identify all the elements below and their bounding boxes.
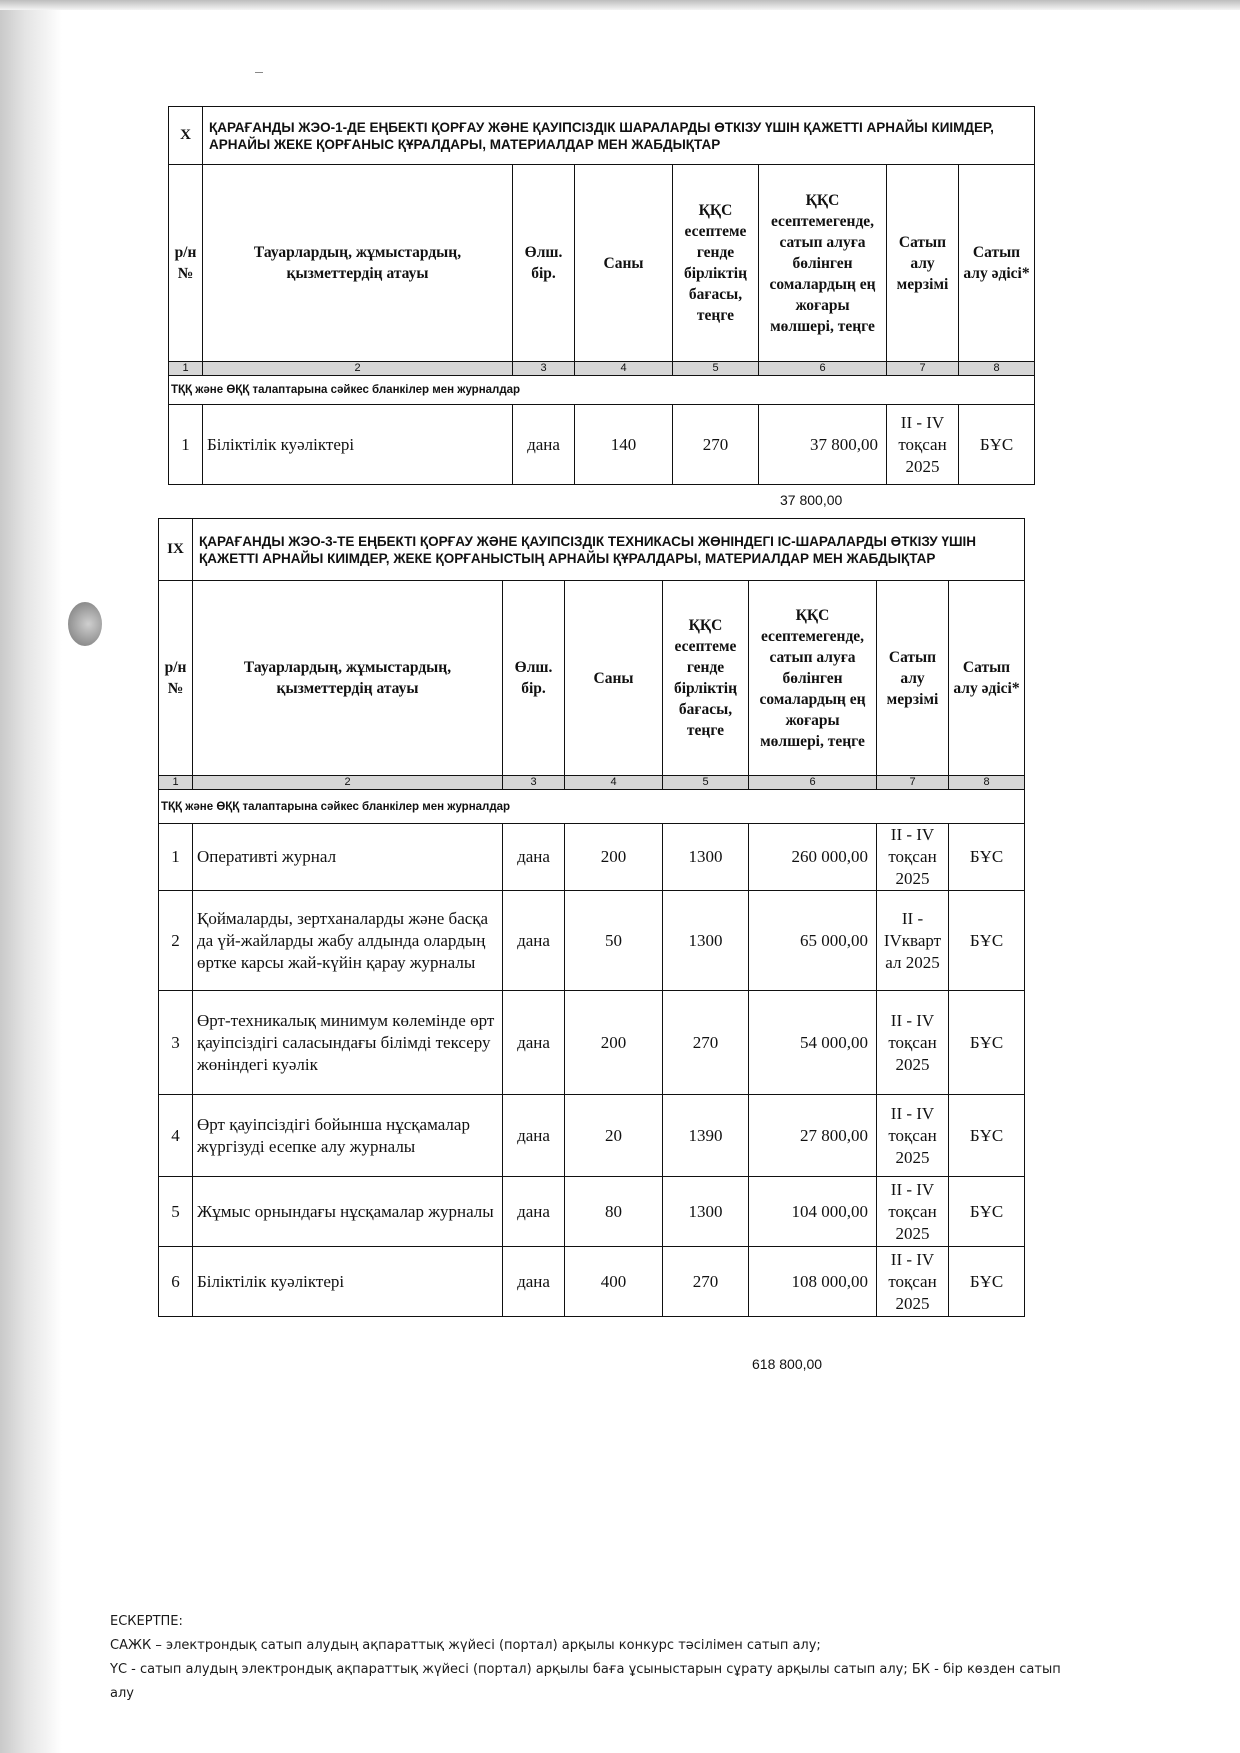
item-amount: 104 000,00	[749, 1177, 877, 1247]
item-name: Қоймаларды, зертханаларды және басқа да үй-жайларды жабу алдында олардың өртке карсы жай-күйін қарау журналы	[193, 891, 503, 991]
row-number: 1	[169, 405, 203, 485]
column-header-row	[169, 165, 1035, 362]
section-title: ҚАРАҒАНДЫ ЖЭО-1-ДЕ ЕҢБЕКТІ ҚОРҒАУ ЖӘНЕ ҚАУІПСІЗДІК ШАРАЛАРДЫ ӨТКІЗУ ҮШІН ҚАЖЕТТІ АРНАЙЫ КИІМДЕР, АРНАЙЫ ЖЕКЕ ҚОРҒАНЫС ҚҰРАЛДАРЫ, МАТЕРИАЛДАР МЕН ЖАБДЫҚТАР	[203, 107, 1035, 165]
item-qty: 200	[565, 991, 663, 1095]
section-header-row	[169, 107, 1035, 165]
col-header-amount: ҚҚС есептемегенде, сатып алуға бөлінген сомалардың ең жоғары мөлшері, теңге	[759, 165, 887, 362]
row-number: 2	[159, 891, 193, 991]
row-number: 3	[159, 991, 193, 1095]
col-header-name: Тауарлардың, жұмыстардың, қызметтердің атауы	[203, 165, 513, 362]
section-total: 618 800,00	[752, 1356, 823, 1372]
col-header-price: ҚҚС есептеме генде бірліктің бағасы, теңге	[663, 581, 749, 776]
row-number: 6	[159, 1247, 193, 1317]
item-price: 1300	[663, 891, 749, 991]
item-amount: 65 000,00	[749, 891, 877, 991]
item-qty: 200	[565, 824, 663, 891]
item-unit: дана	[513, 405, 575, 485]
col-index: 1	[169, 362, 203, 376]
punch-hole	[68, 602, 102, 646]
col-index: 5	[673, 362, 759, 376]
item-amount: 108 000,00	[749, 1247, 877, 1317]
col-index: 1	[159, 776, 193, 790]
section-number: IX	[159, 519, 193, 581]
item-method: БҰС	[949, 1177, 1025, 1247]
col-header-unit: Өлш. бір.	[513, 165, 575, 362]
table-row	[159, 1247, 1025, 1317]
footnote-heading: ЕСКЕРТПЕ:	[110, 1614, 183, 1629]
section-number: X	[169, 107, 203, 165]
item-amount: 260 000,00	[749, 824, 877, 891]
item-name: Өрт-техникалық минимум көлемінде өрт қауіпсіздігі саласындағы білімді тексеру жөніндегі куәлік	[193, 991, 503, 1095]
section-ix-table	[158, 518, 1025, 1317]
col-index: 2	[203, 362, 513, 376]
col-index: 3	[503, 776, 565, 790]
col-header-num: р/н №	[169, 165, 203, 362]
item-unit: дана	[503, 1177, 565, 1247]
item-term: II - IV тоқсан 2025	[887, 405, 959, 485]
col-index: 7	[887, 362, 959, 376]
section-total: 37 800,00	[780, 492, 843, 508]
item-qty: 50	[565, 891, 663, 991]
col-index: 8	[959, 362, 1035, 376]
item-method: БҰС	[959, 405, 1035, 485]
item-qty: 20	[565, 1095, 663, 1177]
row-number: 4	[159, 1095, 193, 1177]
item-qty: 140	[575, 405, 673, 485]
item-method: БҰС	[949, 824, 1025, 891]
group-label: ТҚҚ және ӨҚҚ талаптарына сәйкес бланкілер мен журналдар	[159, 790, 1025, 824]
item-qty: 80	[565, 1177, 663, 1247]
item-unit: дана	[503, 1095, 565, 1177]
col-header-qty: Саны	[575, 165, 673, 362]
item-name: Біліктілік куәліктері	[203, 405, 513, 485]
row-number: 1	[159, 824, 193, 891]
item-amount: 54 000,00	[749, 991, 877, 1095]
group-row	[169, 376, 1035, 405]
row-number: 5	[159, 1177, 193, 1247]
item-unit: дана	[503, 991, 565, 1095]
col-index: 2	[193, 776, 503, 790]
item-term: II - IV тоқсан 2025	[877, 1095, 949, 1177]
item-term: II - IV тоқсан 2025	[877, 1177, 949, 1247]
column-header-row	[159, 581, 1025, 776]
footnote	[110, 1610, 1220, 1706]
footnote-line: алу	[110, 1686, 134, 1701]
item-unit: дана	[503, 1247, 565, 1317]
item-name: Біліктілік куәліктері	[193, 1247, 503, 1317]
table-row	[159, 891, 1025, 991]
item-method: БҰС	[949, 1095, 1025, 1177]
col-header-num: р/н №	[159, 581, 193, 776]
section-x-table	[168, 106, 1035, 485]
group-label: ТҚҚ және ӨҚҚ талаптарына сәйкес бланкілер мен журналдар	[169, 376, 1035, 405]
item-term: II - IV тоқсан 2025	[877, 824, 949, 891]
item-amount: 27 800,00	[749, 1095, 877, 1177]
section-title: ҚАРАҒАНДЫ ЖЭО-3-ТЕ ЕҢБЕКТІ ҚОРҒАУ ЖӘНЕ ҚАУІПСІЗДІК ТЕХНИКАСЫ ЖӨНІНДЕГІ ІС-ШАРАЛАРДЫ ӨТКІЗУ ҮШІН ҚАЖЕТТІ АРНАЙЫ КИІМДЕР, ЖЕКЕ ҚОРҒАНЫСТЫҢ АРНАЙЫ ҚҰРАЛДАРЫ, МАТЕРИАЛДАР МЕН ЖАБДЫҚТАР	[193, 519, 1025, 581]
item-method: БҰС	[949, 891, 1025, 991]
scan-mark	[255, 72, 263, 73]
col-header-price: ҚҚС есептеме генде бірліктің бағасы, теңге	[673, 165, 759, 362]
col-index: 7	[877, 776, 949, 790]
col-header-name: Тауарлардың, жұмыстардың, қызметтердің атауы	[193, 581, 503, 776]
footnote-line: САЖК – электрондық сатып алудың ақпараттық жүйесі (портал) арқылы конкурс тәсілімен сатып алу;	[110, 1638, 821, 1653]
col-header-method: Сатып алу әдісі*	[949, 581, 1025, 776]
item-price: 1300	[663, 1177, 749, 1247]
item-price: 270	[663, 1247, 749, 1317]
item-price: 270	[663, 991, 749, 1095]
scan-top-edge	[0, 0, 1240, 10]
table-row	[169, 405, 1035, 485]
col-index: 5	[663, 776, 749, 790]
col-index: 6	[749, 776, 877, 790]
column-index-row	[159, 776, 1025, 790]
col-header-term: Сатып алу мерзімі	[887, 165, 959, 362]
col-index: 4	[575, 362, 673, 376]
item-price: 1300	[663, 824, 749, 891]
col-header-amount: ҚҚС есептемегенде, сатып алуға бөлінген сомалардың ең жоғары мөлшері, теңге	[749, 581, 877, 776]
col-index: 6	[759, 362, 887, 376]
col-index: 4	[565, 776, 663, 790]
scan-edge-shadow	[0, 0, 62, 1753]
table-row	[159, 1177, 1025, 1247]
col-header-qty: Саны	[565, 581, 663, 776]
section-header-row	[159, 519, 1025, 581]
item-term: II - IVкварт ал 2025	[877, 891, 949, 991]
item-method: БҰС	[949, 1247, 1025, 1317]
item-unit: дана	[503, 891, 565, 991]
item-unit: дана	[503, 824, 565, 891]
item-method: БҰС	[949, 991, 1025, 1095]
item-name: Жұмыс орнындағы нұсқамалар журналы	[193, 1177, 503, 1247]
table-row	[159, 824, 1025, 891]
item-price: 270	[673, 405, 759, 485]
table-row	[159, 1095, 1025, 1177]
footnote-line: ҮС - сатып алудың электрондық ақпараттық жүйесі (портал) арқылы баға ұсыныстарын сұрату арқылы сатып алу; БК - бір көзден сатып	[110, 1662, 1061, 1677]
item-amount: 37 800,00	[759, 405, 887, 485]
table-row	[159, 991, 1025, 1095]
item-name: Өрт қауіпсіздігі бойынша нұсқамалар жүргізуді есепке алу журналы	[193, 1095, 503, 1177]
col-index: 3	[513, 362, 575, 376]
group-row	[159, 790, 1025, 824]
item-qty: 400	[565, 1247, 663, 1317]
item-term: II - IV тоқсан 2025	[877, 991, 949, 1095]
column-index-row	[169, 362, 1035, 376]
item-price: 1390	[663, 1095, 749, 1177]
col-header-term: Сатып алу мерзімі	[877, 581, 949, 776]
item-term: II - IV тоқсан 2025	[877, 1247, 949, 1317]
col-index: 8	[949, 776, 1025, 790]
col-header-unit: Өлш. бір.	[503, 581, 565, 776]
item-name: Оперативті журнал	[193, 824, 503, 891]
col-header-method: Сатып алу әдісі*	[959, 165, 1035, 362]
